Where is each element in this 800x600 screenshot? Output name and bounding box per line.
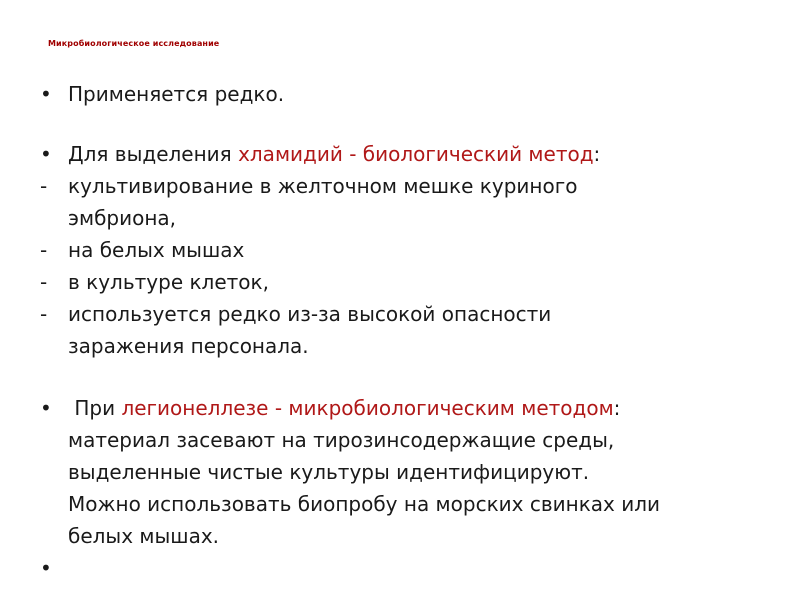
bullet-text-suffix: : (613, 396, 621, 420)
dash-marker: - (40, 174, 48, 198)
bullet-text-line: белых мышах. (68, 524, 220, 548)
bullet-marker: • (40, 556, 52, 580)
bullet-text-prefix: Для выделения (68, 142, 239, 166)
dash-item (40, 234, 780, 266)
bullet-item-empty (40, 552, 780, 584)
bullet-item (40, 138, 780, 170)
bullet-text: Применяется редко. (68, 82, 285, 106)
bullet-text-line: материал засевают на тирозинсодержащие среды, (68, 428, 615, 452)
dash-text-line: культивирование в желточном мешке куриного (68, 174, 578, 198)
bullet-item (40, 78, 780, 110)
bullet-text-suffix: : (593, 142, 601, 166)
bullet-marker: • (40, 142, 52, 166)
bullet-marker: • (40, 396, 52, 420)
slide-content (40, 78, 780, 584)
dash-marker: - (40, 270, 48, 294)
bullet-item (40, 392, 780, 552)
dash-text-line: используется редко из-за высокой опасности (68, 302, 552, 326)
dash-text: в культуре клеток, (68, 270, 269, 294)
dash-text-line: эмбриона, (68, 206, 177, 230)
bullet-text-line: выделенные чистые культуры идентифицируют. (68, 460, 590, 484)
bullet-text-line: Можно использовать биопробу на морских свинках или (68, 492, 661, 516)
dash-text: на белых мышах (68, 238, 245, 262)
bullet-text-prefix: При (68, 396, 122, 420)
slide-title: Микробиологическое исследование (48, 39, 220, 48)
bullet-marker: • (40, 82, 52, 106)
highlighted-term: легионеллезе - микробиологическим методом (121, 396, 614, 420)
dash-marker: - (40, 238, 48, 262)
dash-item (40, 170, 780, 234)
dash-item (40, 266, 780, 298)
dash-text-line: заражения персонала. (68, 334, 309, 358)
dash-item (40, 298, 780, 362)
dash-marker: - (40, 302, 48, 326)
highlighted-term: хламидий - биологический метод (238, 142, 594, 166)
